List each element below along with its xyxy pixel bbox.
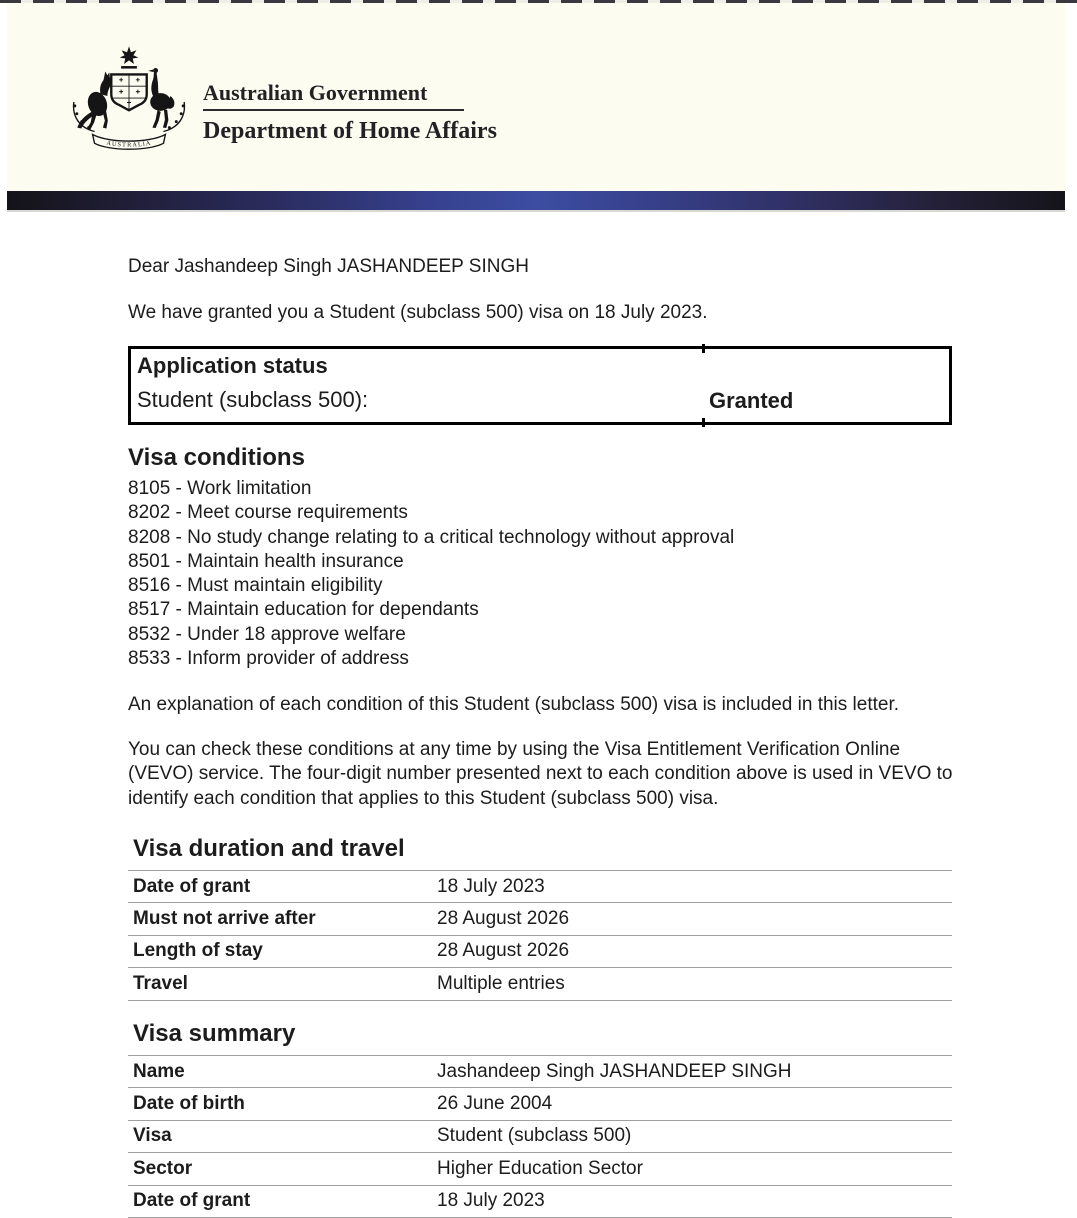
australia-ribbon <box>93 134 166 149</box>
table-row <box>128 1186 952 1218</box>
table-row <box>128 1153 952 1185</box>
letterhead <box>7 3 1065 191</box>
row-label: Visa <box>133 1125 172 1147</box>
visa-condition-item: 8516 - Must maintain eligibility <box>128 575 383 597</box>
row-label: Date of grant <box>133 1190 251 1212</box>
agency-block <box>203 81 497 144</box>
grant-statement: We have granted you a Student (subclass 500) visa on 18 July 2023. <box>128 302 708 323</box>
visa-condition-item: 8501 - Maintain health insurance <box>128 550 404 572</box>
shield-icon <box>111 74 146 110</box>
department-name: Department of Home Affairs <box>203 118 497 144</box>
row-label: Travel <box>133 972 188 994</box>
vevo-paragraph: You can check these conditions at any time by using the Visa Entitlement Verification Online (VEVO) service. The four-digit number presented next to each condition above is used in VEVO to identify each condition that applies to this Student (subclass 500) visa. <box>128 739 953 809</box>
row-value: Jashandeep Singh JASHANDEEP SINGH <box>437 1060 792 1082</box>
visa-condition-item: 8208 - No study change relating to a critical technology without approval <box>128 526 735 548</box>
visa-condition-item: 8202 - Meet course requirements <box>128 502 408 524</box>
table-row <box>128 1088 952 1120</box>
australian-coat-of-arms-icon <box>65 41 193 159</box>
row-label: Must not arrive after <box>133 908 316 930</box>
visa-condition-item: 8517 - Maintain education for dependants <box>128 599 479 621</box>
status-column-divider-bottom <box>702 418 705 427</box>
emu-icon <box>148 68 174 128</box>
visa-duration-heading: Visa duration and travel <box>133 835 405 862</box>
visa-summary-table <box>128 1055 952 1218</box>
row-label: Sector <box>133 1157 193 1179</box>
letterhead-divider <box>203 109 464 111</box>
visa-conditions-heading: Visa conditions <box>128 444 305 471</box>
row-value: Higher Education Sector <box>437 1157 643 1179</box>
table-row <box>128 871 952 903</box>
visa-duration-table <box>128 870 952 1001</box>
application-status-visa-label: Student (subclass 500): <box>137 387 369 412</box>
table-row <box>128 936 952 968</box>
visa-conditions-list <box>128 477 734 671</box>
row-value: 18 July 2023 <box>437 875 545 897</box>
status-column-divider-top <box>702 344 705 353</box>
row-label: Date of birth <box>133 1093 245 1115</box>
conditions-explanation-line: An explanation of each condition of this Student (subclass 500) visa is included in this letter. <box>128 694 900 715</box>
visa-condition-item: 8533 - Inform provider of address <box>128 648 409 670</box>
row-value: Multiple entries <box>437 972 565 994</box>
table-row <box>128 1121 952 1153</box>
row-value: 26 June 2004 <box>437 1093 553 1115</box>
table-row <box>128 1056 952 1088</box>
application-status-value: Granted <box>709 388 794 413</box>
greeting-line: Dear Jashandeep Singh JASHANDEEP SINGH <box>128 256 529 277</box>
row-value: 28 August 2026 <box>437 940 570 962</box>
visa-condition-item: 8532 - Under 18 approve welfare <box>128 623 406 645</box>
header-gradient-band <box>7 191 1065 212</box>
ribbon-text: AUSTRALIA <box>105 139 153 149</box>
application-status-box <box>128 346 952 425</box>
row-value: Student (subclass 500) <box>437 1125 632 1147</box>
government-name: Australian Government <box>203 80 428 105</box>
visa-condition-item: 8105 - Work limitation <box>128 478 312 499</box>
row-label: Length of stay <box>133 940 263 962</box>
visa-summary-heading: Visa summary <box>133 1020 296 1047</box>
table-row <box>128 903 952 935</box>
row-label: Name <box>133 1060 185 1082</box>
row-label: Date of grant <box>133 875 251 897</box>
row-value: 28 August 2026 <box>437 908 570 930</box>
row-value: 18 July 2023 <box>437 1190 545 1212</box>
table-row <box>128 968 952 1000</box>
application-status-title: Application status <box>137 353 328 378</box>
